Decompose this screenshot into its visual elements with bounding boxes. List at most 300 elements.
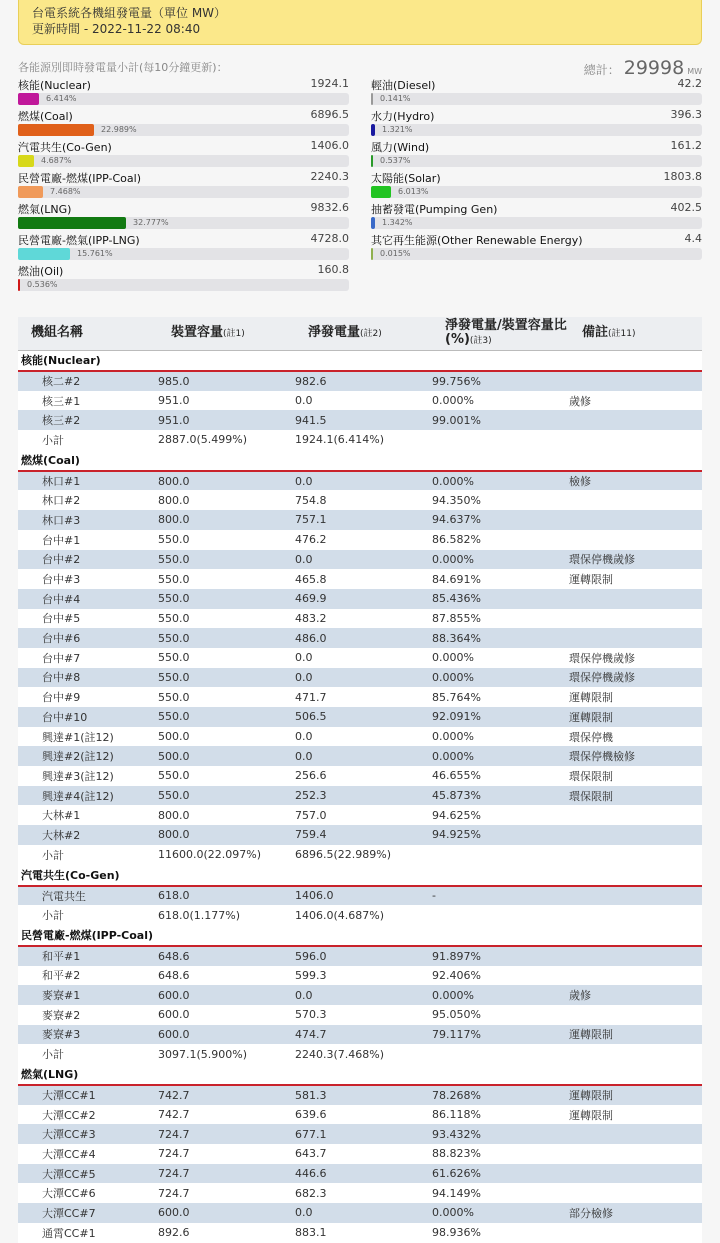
table-cell: 0.0 <box>295 391 432 411</box>
table-cell <box>569 845 702 865</box>
table-cell: 大潭CC#6 <box>18 1183 158 1203</box>
energy-source-name: 燃煤(Coal) <box>18 110 73 123</box>
group-name: 民營電廠-燃煤(IPP-Coal) <box>18 925 702 946</box>
table-row <box>18 391 702 411</box>
table-row <box>18 1164 702 1184</box>
table-cell: 環保限制 <box>569 766 702 786</box>
table-cell: 台中#6 <box>18 628 158 648</box>
energy-source-value: 9832.6 <box>310 201 349 214</box>
table-cell: 600.0 <box>158 1203 295 1223</box>
energy-source-name: 汽電共生(Co-Gen) <box>18 141 112 154</box>
table-cell: 0.0 <box>295 648 432 668</box>
table-row <box>18 1025 702 1045</box>
table-cell: 757.0 <box>295 805 432 825</box>
table-cell: 運轉限制 <box>569 1085 702 1105</box>
table-cell: 台中#4 <box>18 589 158 609</box>
table-cell: 596.0 <box>295 946 432 966</box>
energy-share-percent: 1.342% <box>382 218 413 227</box>
table-cell: 和平#1 <box>18 946 158 966</box>
energy-source-name: 風力(Wind) <box>371 141 430 154</box>
total-value: 29998 <box>623 57 685 79</box>
table-cell: 運轉限制 <box>569 1105 702 1125</box>
table-cell: 興達#3(註12) <box>18 766 158 786</box>
energy-share-bar <box>18 186 349 198</box>
table-cell: 757.1 <box>295 510 432 530</box>
table-row <box>18 1144 702 1164</box>
table-cell: 500.0 <box>158 727 295 747</box>
table-cell: 471.7 <box>295 687 432 707</box>
table-row <box>18 1183 702 1203</box>
table-row <box>18 845 702 865</box>
table-cell: 79.117% <box>432 1025 569 1045</box>
table-cell: 465.8 <box>295 569 432 589</box>
energy-share-fill <box>18 248 70 260</box>
table-cell: 94.925% <box>432 825 569 845</box>
energy-share-percent: 6.013% <box>398 187 429 196</box>
table-row <box>18 628 702 648</box>
table-cell: 800.0 <box>158 510 295 530</box>
table-cell: 台中#2 <box>18 550 158 570</box>
table-cell <box>569 1005 702 1025</box>
table-cell: 550.0 <box>158 707 295 727</box>
energy-share-percent: 0.537% <box>380 156 411 165</box>
table-cell: 檢修 <box>569 471 702 491</box>
group-header-row <box>18 1064 702 1085</box>
group-name: 汽電共生(Co-Gen) <box>18 865 702 886</box>
table-cell: 982.6 <box>295 371 432 391</box>
table-cell: 941.5 <box>295 410 432 430</box>
table-cell: 474.7 <box>295 1025 432 1045</box>
energy-share-fill <box>18 124 94 136</box>
table-cell <box>569 805 702 825</box>
table-cell <box>569 946 702 966</box>
table-row <box>18 648 702 668</box>
table-cell: 92.091% <box>432 707 569 727</box>
table-cell <box>432 1044 569 1064</box>
energy-share-percent: 0.536% <box>27 280 58 289</box>
table-cell: 0.0 <box>295 1203 432 1223</box>
table-cell: 0.000% <box>432 1203 569 1223</box>
energy-share-bar <box>371 186 702 198</box>
page-title: 台電系統各機組發電量（單位 MW） <box>32 6 227 20</box>
table-cell: 興達#2(註12) <box>18 746 158 766</box>
table-cell: 648.6 <box>158 946 295 966</box>
energy-source-item <box>371 75 702 106</box>
table-cell: 724.7 <box>158 1183 295 1203</box>
table-cell: 256.6 <box>295 766 432 786</box>
table-cell <box>432 845 569 865</box>
energy-share-fill <box>371 186 391 198</box>
table-cell <box>569 1044 702 1064</box>
energy-source-value: 402.5 <box>670 201 702 214</box>
table-cell: 506.5 <box>295 707 432 727</box>
energy-share-bar <box>371 155 702 167</box>
energy-source-item <box>371 106 702 137</box>
group-header-row <box>18 925 702 946</box>
header-note: (註2) <box>360 328 382 339</box>
energy-source-item <box>18 199 349 230</box>
table-cell: 94.350% <box>432 490 569 510</box>
table-cell: 86.118% <box>432 1105 569 1125</box>
table-row <box>18 1005 702 1025</box>
table-cell: 94.637% <box>432 510 569 530</box>
table-cell: 台中#9 <box>18 687 158 707</box>
table-cell: 通霄CC#1 <box>18 1223 158 1243</box>
table-cell: 800.0 <box>158 825 295 845</box>
energy-share-bar <box>18 124 349 136</box>
header-note: (註1) <box>223 328 245 339</box>
table-row <box>18 1044 702 1064</box>
energy-source-name: 核能(Nuclear) <box>18 79 91 92</box>
table-cell: 91.897% <box>432 946 569 966</box>
energy-source-item <box>18 106 349 137</box>
energy-share-percent: 7.468% <box>50 187 81 196</box>
energy-share-percent: 4.687% <box>41 156 72 165</box>
table-cell: - <box>432 886 569 906</box>
table-cell: 724.7 <box>158 1164 295 1184</box>
table-cell: 6896.5(22.989%) <box>295 845 432 865</box>
header-note: (註11) <box>608 328 636 339</box>
energy-share-bar <box>18 217 349 229</box>
energy-share-percent: 15.761% <box>77 249 113 258</box>
table-row <box>18 1203 702 1223</box>
table-cell <box>569 1164 702 1184</box>
table-row <box>18 746 702 766</box>
table-cell <box>432 905 569 925</box>
table-cell: 618.0(1.177%) <box>158 905 295 925</box>
energy-source-name: 其它再生能源(Other Renewable Energy) <box>371 234 583 247</box>
table-cell: 台中#5 <box>18 609 158 629</box>
table-cell: 85.764% <box>432 687 569 707</box>
energy-source-value: 42.2 <box>677 77 702 90</box>
energy-share-percent: 6.414% <box>46 94 77 103</box>
table-cell: 742.7 <box>158 1105 295 1125</box>
table-cell: 985.0 <box>158 371 295 391</box>
table-row <box>18 490 702 510</box>
table-cell <box>569 510 702 530</box>
energy-source-item <box>18 75 349 106</box>
table-row <box>18 589 702 609</box>
table-cell: 550.0 <box>158 628 295 648</box>
header-text: 淨發電量/裝置容量比(%) <box>445 317 567 347</box>
summary-left-column <box>18 75 349 292</box>
unit-generation-table <box>18 317 702 1243</box>
table-cell: 環保停機 <box>569 727 702 747</box>
table-cell: 99.756% <box>432 371 569 391</box>
energy-source-name: 燃氣(LNG) <box>18 203 72 216</box>
table-cell: 94.625% <box>432 805 569 825</box>
table-cell: 469.9 <box>295 589 432 609</box>
header-text: 裝置容量 <box>171 324 224 340</box>
table-cell: 800.0 <box>158 805 295 825</box>
table-cell: 麥寮#1 <box>18 985 158 1005</box>
energy-source-name: 輕油(Diesel) <box>371 79 436 92</box>
energy-source-value: 396.3 <box>670 108 702 121</box>
energy-share-bar <box>371 248 702 260</box>
table-cell: 0.0 <box>295 746 432 766</box>
energy-source-item <box>18 137 349 168</box>
table-cell: 麥寮#3 <box>18 1025 158 1045</box>
table-row <box>18 825 702 845</box>
table-cell: 677.1 <box>295 1124 432 1144</box>
table-cell: 0.0 <box>295 668 432 688</box>
table-cell: 724.7 <box>158 1144 295 1164</box>
table-cell: 800.0 <box>158 490 295 510</box>
table-cell: 883.1 <box>295 1223 432 1243</box>
energy-share-percent: 1.321% <box>382 125 413 134</box>
table-header-cell <box>432 317 569 350</box>
table-cell: 61.626% <box>432 1164 569 1184</box>
table-cell: 45.873% <box>432 786 569 806</box>
table-cell: 0.0 <box>295 985 432 1005</box>
table-cell: 0.0 <box>295 471 432 491</box>
table-cell: 3097.1(5.900%) <box>158 1044 295 1064</box>
energy-source-value: 2240.3 <box>310 170 349 183</box>
energy-source-item <box>371 230 702 261</box>
table-cell: 核三#1 <box>18 391 158 411</box>
energy-source-name: 太陽能(Solar) <box>371 172 441 185</box>
table-cell: 93.432% <box>432 1124 569 1144</box>
energy-share-fill <box>371 93 373 105</box>
table-cell: 500.0 <box>158 746 295 766</box>
table-cell: 682.3 <box>295 1183 432 1203</box>
energy-share-bar <box>18 93 349 105</box>
energy-source-name: 民營電廠-燃氣(IPP-LNG) <box>18 234 140 247</box>
energy-share-fill <box>18 155 34 167</box>
table-cell: 639.6 <box>295 1105 432 1125</box>
energy-share-bar <box>371 217 702 229</box>
table-cell: 大潭CC#3 <box>18 1124 158 1144</box>
total-label: 總計： <box>583 63 620 77</box>
table-cell: 892.6 <box>158 1223 295 1243</box>
table-cell: 興達#4(註12) <box>18 786 158 806</box>
table-cell: 550.0 <box>158 530 295 550</box>
table-row <box>18 410 702 430</box>
energy-source-value: 1803.8 <box>663 170 702 183</box>
energy-source-value: 4728.0 <box>310 232 349 245</box>
table-row <box>18 1223 702 1243</box>
table-cell <box>569 1223 702 1243</box>
table-cell: 643.7 <box>295 1144 432 1164</box>
table-cell: 運轉限制 <box>569 1025 702 1045</box>
table-cell: 550.0 <box>158 589 295 609</box>
table-cell: 951.0 <box>158 391 295 411</box>
table-header-cell <box>18 317 158 350</box>
table-cell: 550.0 <box>158 569 295 589</box>
table-cell: 運轉限制 <box>569 569 702 589</box>
table-cell: 800.0 <box>158 471 295 491</box>
energy-share-fill <box>18 93 39 105</box>
energy-source-value: 161.2 <box>670 139 702 152</box>
table-row <box>18 707 702 727</box>
table-cell <box>569 628 702 648</box>
table-cell: 476.2 <box>295 530 432 550</box>
table-row <box>18 687 702 707</box>
table-cell: 台中#8 <box>18 668 158 688</box>
table-cell: 550.0 <box>158 648 295 668</box>
table-cell: 550.0 <box>158 668 295 688</box>
energy-share-fill <box>371 248 373 260</box>
table-cell <box>569 371 702 391</box>
table-cell <box>569 1144 702 1164</box>
table-cell: 核二#2 <box>18 371 158 391</box>
energy-source-name: 抽蓄發電(Pumping Gen) <box>371 203 498 216</box>
total-unit: MW <box>687 67 702 76</box>
table-cell: 483.2 <box>295 609 432 629</box>
table-cell: 99.001% <box>432 410 569 430</box>
table-cell: 核三#2 <box>18 410 158 430</box>
table-cell: 小計 <box>18 1044 158 1064</box>
table-cell <box>569 410 702 430</box>
table-row <box>18 510 702 530</box>
table-cell: 興達#1(註12) <box>18 727 158 747</box>
table-cell <box>569 530 702 550</box>
table-cell: 570.3 <box>295 1005 432 1025</box>
group-name: 燃煤(Coal) <box>18 450 702 471</box>
table-cell: 46.655% <box>432 766 569 786</box>
table-cell: 1924.1(6.414%) <box>295 430 432 450</box>
table-cell: 麥寮#2 <box>18 1005 158 1025</box>
table-cell: 88.823% <box>432 1144 569 1164</box>
energy-source-value: 1924.1 <box>310 77 349 90</box>
table-cell <box>569 589 702 609</box>
table-cell: 林口#2 <box>18 490 158 510</box>
table-cell: 78.268% <box>432 1085 569 1105</box>
table-row <box>18 766 702 786</box>
table-cell: 環保限制 <box>569 786 702 806</box>
table-row <box>18 430 702 450</box>
table-cell <box>569 1124 702 1144</box>
table-cell: 環保停機歲修 <box>569 648 702 668</box>
energy-source-item <box>371 137 702 168</box>
table-cell: 大林#2 <box>18 825 158 845</box>
energy-source-name: 民營電廠-燃煤(IPP-Coal) <box>18 172 141 185</box>
table-cell: 和平#2 <box>18 966 158 986</box>
table-cell: 84.691% <box>432 569 569 589</box>
table-cell: 94.149% <box>432 1183 569 1203</box>
table-cell: 599.3 <box>295 966 432 986</box>
table-cell: 歲修 <box>569 391 702 411</box>
table-cell: 600.0 <box>158 1005 295 1025</box>
table-cell: 歲修 <box>569 985 702 1005</box>
group-name: 燃氣(LNG) <box>18 1064 702 1085</box>
table-cell: 648.6 <box>158 966 295 986</box>
table-cell: 台中#7 <box>18 648 158 668</box>
table-cell: 部分檢修 <box>569 1203 702 1223</box>
table-row <box>18 886 702 906</box>
table-row <box>18 905 702 925</box>
table-cell: 小計 <box>18 430 158 450</box>
table-cell: 1406.0(4.687%) <box>295 905 432 925</box>
table-row <box>18 805 702 825</box>
table-cell: 大潭CC#7 <box>18 1203 158 1223</box>
table-header-cell <box>569 317 702 350</box>
table-cell: 小計 <box>18 905 158 925</box>
energy-source-item <box>18 261 349 292</box>
energy-share-bar <box>371 124 702 136</box>
energy-source-name: 燃油(Oil) <box>18 265 64 278</box>
table-cell: 11600.0(22.097%) <box>158 845 295 865</box>
energy-source-name: 水力(Hydro) <box>371 110 435 123</box>
energy-source-item <box>18 168 349 199</box>
table-row <box>18 727 702 747</box>
table-row <box>18 530 702 550</box>
table-cell: 0.0 <box>295 727 432 747</box>
table-cell: 550.0 <box>158 687 295 707</box>
table-cell: 0.000% <box>432 746 569 766</box>
energy-source-value: 4.4 <box>684 232 702 245</box>
summary-right-column <box>371 75 702 261</box>
energy-share-bar <box>18 279 349 291</box>
table-cell: 87.855% <box>432 609 569 629</box>
table-cell <box>569 609 702 629</box>
energy-source-value: 6896.5 <box>310 108 349 121</box>
table-cell: 0.000% <box>432 668 569 688</box>
table-row <box>18 946 702 966</box>
table-cell: 汽電共生 <box>18 886 158 906</box>
table-cell <box>569 886 702 906</box>
table-cell: 林口#3 <box>18 510 158 530</box>
table-cell: 550.0 <box>158 786 295 806</box>
table-cell: 小計 <box>18 845 158 865</box>
table-cell: 600.0 <box>158 1025 295 1045</box>
table-cell: 618.0 <box>158 886 295 906</box>
energy-source-item <box>18 230 349 261</box>
table-row <box>18 668 702 688</box>
table-cell: 台中#10 <box>18 707 158 727</box>
table-cell: 運轉限制 <box>569 707 702 727</box>
table-cell: 581.3 <box>295 1085 432 1105</box>
energy-source-item <box>371 199 702 230</box>
table-cell: 大潭CC#4 <box>18 1144 158 1164</box>
table-row <box>18 569 702 589</box>
energy-share-percent: 0.015% <box>380 249 411 258</box>
table-row <box>18 1124 702 1144</box>
energy-source-value: 160.8 <box>317 263 349 276</box>
table-row <box>18 985 702 1005</box>
table-cell: 0.000% <box>432 391 569 411</box>
table-cell: 0.000% <box>432 550 569 570</box>
table-row <box>18 1105 702 1125</box>
summary-caption: 各能源別即時發電量小計(每10分鐘更新)： <box>18 61 228 74</box>
table-cell: 林口#1 <box>18 471 158 491</box>
table-cell: 大林#1 <box>18 805 158 825</box>
table-cell: 1406.0 <box>295 886 432 906</box>
table-cell: 98.936% <box>432 1223 569 1243</box>
header-text: 備註 <box>582 324 609 340</box>
table-cell: 大潭CC#1 <box>18 1085 158 1105</box>
table-cell: 759.4 <box>295 825 432 845</box>
group-header-row <box>18 450 702 471</box>
table-cell: 92.406% <box>432 966 569 986</box>
header-text: 淨發電量 <box>308 324 361 340</box>
group-header-row <box>18 350 702 371</box>
table-body <box>18 350 702 1243</box>
table-header-cell <box>295 317 432 350</box>
energy-source-value: 1406.0 <box>310 139 349 152</box>
table-cell: 0.000% <box>432 471 569 491</box>
table-cell: 台中#3 <box>18 569 158 589</box>
table-row <box>18 371 702 391</box>
header-banner <box>18 0 702 45</box>
energy-share-percent: 0.141% <box>380 94 411 103</box>
table-cell: 86.582% <box>432 530 569 550</box>
table-cell: 446.6 <box>295 1164 432 1184</box>
energy-share-percent: 22.989% <box>101 125 137 134</box>
table-row <box>18 471 702 491</box>
table-cell: 95.050% <box>432 1005 569 1025</box>
update-time: 更新時間 - 2022-11-22 08:40 <box>32 22 201 36</box>
